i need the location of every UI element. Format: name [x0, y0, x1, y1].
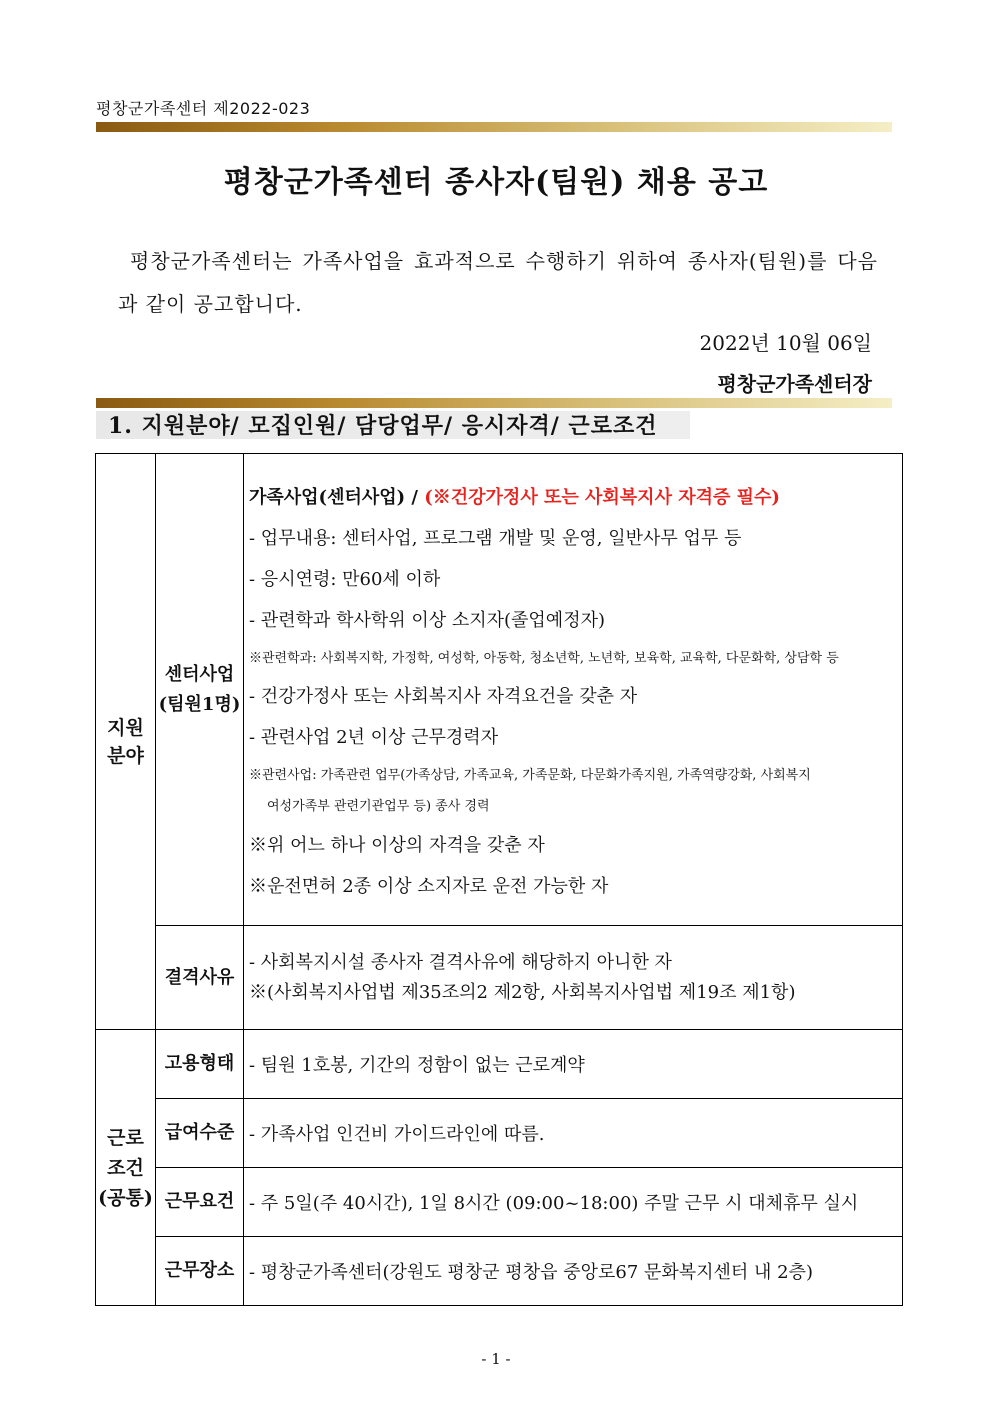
detail-line: ※(사회복지사업법 제35조의2 제2항, 사회복지사업법 제19조 제1항) — [249, 981, 796, 1003]
detail-note: 여성가족부 관련기관업무 등) 종사 경력 — [267, 798, 490, 814]
issuer-name: 평창군가족센터장 — [717, 372, 872, 396]
detail-line: ※위 어느 하나 이상의 자격을 갖춘 자 — [249, 834, 545, 856]
row-value: - 주 5일(주 40시간), 1일 8시간 (09:00~18:00) 주말 근무 시 대체휴무 실시 — [244, 1168, 903, 1237]
section-divider — [96, 398, 892, 408]
detail-note: ※관련학과: 사회복지학, 가정학, 여성학, 아동학, 청소년학, 노년학, 보육학, 교육학, 다문화학, 상담학 등 — [249, 650, 839, 666]
page-number: - 1 - — [481, 1350, 511, 1368]
disqualification-details — [244, 926, 903, 1030]
row-value: - 평창군가족센터(강원도 평창군 평창읍 중앙로67 문화복지센터 내 2층) — [244, 1237, 903, 1306]
detail-line: - 건강가정사 또는 사회복지사 자격요건을 갖춘 자 — [249, 685, 638, 707]
recruitment-table — [95, 453, 903, 1306]
details-heading: 가족사업(센터사업) / (※건강가정사 또는 사회복지사 자격증 필수) — [249, 486, 780, 508]
row-value: - 팀원 1호봉, 기간의 정함이 없는 근로계약 — [244, 1030, 903, 1099]
detail-line: - 사회복지시설 종사자 결격사유에 해당하지 아니한 자 — [249, 951, 672, 973]
subcategory-center-project: 센터사업 (팀원1명) — [156, 454, 244, 926]
detail-line: - 업무내용: 센터사업, 프로그램 개발 및 운영, 일반사무 업무 등 — [249, 527, 742, 549]
center-project-details — [244, 454, 903, 926]
category-working-conditions: 근로 조건 (공통) — [96, 1030, 156, 1306]
row-value: - 가족사업 인건비 가이드라인에 따름. — [244, 1099, 903, 1168]
intro-paragraph: 평창군가족센터는 가족사업을 효과적으로 수행하기 위하여 종사자(팀원)를 다음과 같이 공고합니다. — [118, 249, 878, 316]
detail-line: - 관련사업 2년 이상 근무경력자 — [249, 726, 499, 748]
row-label: 근무요건 — [156, 1168, 244, 1237]
page-title: 평창군가족센터 종사자(팀원) 채용 공고 — [223, 165, 769, 200]
row-label: 근무장소 — [156, 1237, 244, 1306]
header-divider — [96, 122, 892, 132]
row-label: 고용형태 — [156, 1030, 244, 1099]
subcategory-disqualification: 결격사유 — [156, 926, 244, 1030]
section-heading: 1. 지원분야/ 모집인원/ 담당업무/ 응시자격/ 근로조건 — [96, 411, 690, 439]
required-certificate-note: (※건강가정사 또는 사회복지사 자격증 필수) — [424, 486, 780, 508]
document-number: 평창군가족센터 제2022-023 — [96, 99, 311, 118]
row-label: 급여수준 — [156, 1099, 244, 1168]
announcement-date: 2022년 10월 06일 — [699, 331, 872, 355]
detail-line: - 응시연령: 만60세 이하 — [249, 568, 441, 590]
detail-line: ※운전면허 2종 이상 소지자로 운전 가능한 자 — [249, 875, 609, 897]
category-application-field: 지원 분야 — [96, 454, 156, 1030]
detail-note: ※관련사업: 가족관련 업무(가족상담, 가족교육, 가족문화, 다문화가족지원, 가족역량강화, 사회복지 — [249, 767, 811, 783]
detail-line: - 관련학과 학사학위 이상 소지자(졸업예정자) — [249, 609, 605, 631]
